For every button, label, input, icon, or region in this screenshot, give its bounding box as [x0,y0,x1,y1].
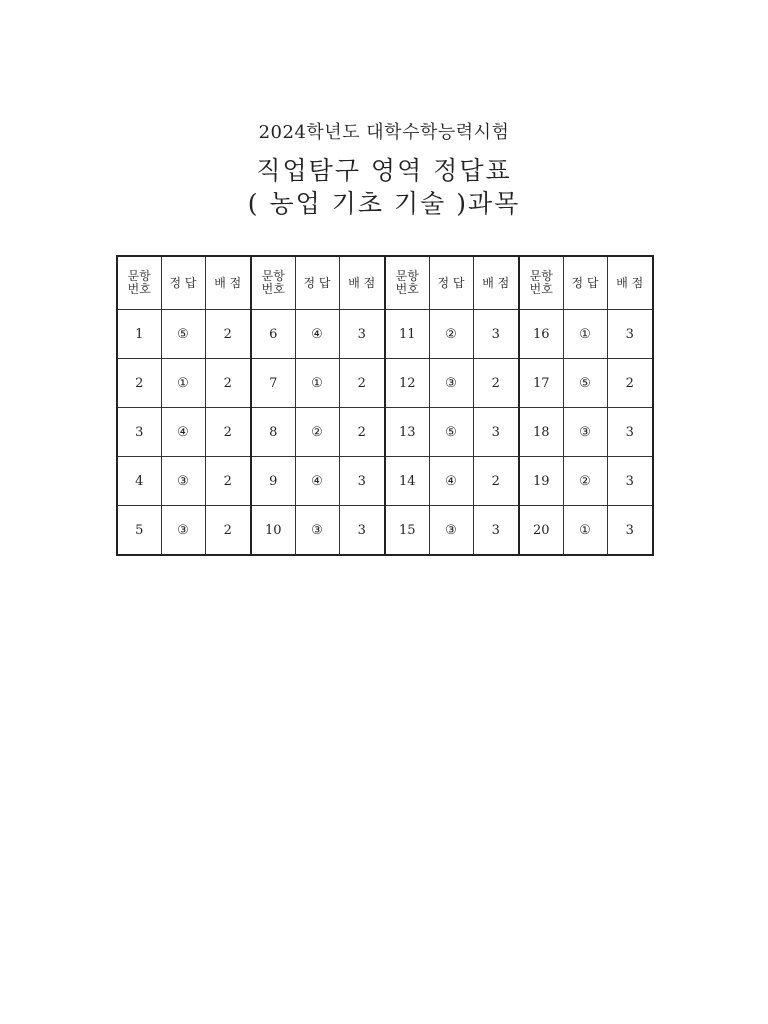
answer-value: ① [563,506,607,556]
header-answer: 정 답 [429,256,473,310]
points-value: 2 [205,310,251,359]
question-number: 12 [385,359,429,408]
question-number: 9 [251,457,295,506]
answer-value: ③ [161,457,205,506]
header-question-number: 문항 번호 [251,256,295,310]
question-number: 8 [251,408,295,457]
points-value: 3 [607,457,653,506]
exam-year-title: 2024학년도 대학수학능력시험 [258,122,510,143]
table-row [117,457,653,506]
points-value: 3 [607,408,653,457]
answer-value: ② [295,408,339,457]
answer-value: ③ [563,408,607,457]
answer-value: ④ [295,310,339,359]
header-question-number: 문항 번호 [117,256,161,310]
question-number: 18 [519,408,563,457]
question-number: 17 [519,359,563,408]
question-number: 2 [117,359,161,408]
points-value: 2 [205,359,251,408]
table-row [117,310,653,359]
answer-value: ④ [295,457,339,506]
answer-value: ④ [429,457,473,506]
question-number: 6 [251,310,295,359]
answer-value: ① [161,359,205,408]
points-value: 2 [205,457,251,506]
answer-value: ② [429,310,473,359]
header-points: 배 점 [607,256,653,310]
answer-key-table [116,255,654,556]
answer-value: ③ [295,506,339,556]
header-points: 배 점 [339,256,385,310]
points-value: 2 [205,408,251,457]
question-number: 16 [519,310,563,359]
question-number: 13 [385,408,429,457]
question-number: 10 [251,506,295,556]
header-answer: 정 답 [161,256,205,310]
header-question-number: 문항 번호 [519,256,563,310]
answer-value: ⑤ [429,408,473,457]
answer-key-title: 직업탐구 영역 정답표 [256,156,512,185]
table-header-row [117,256,653,310]
question-number: 19 [519,457,563,506]
points-value: 3 [339,506,385,556]
question-number: 14 [385,457,429,506]
table-row [117,359,653,408]
header-answer: 정 답 [295,256,339,310]
answer-value: ① [563,310,607,359]
header-points: 배 점 [473,256,519,310]
question-number: 7 [251,359,295,408]
table-row [117,506,653,556]
answer-value: ② [563,457,607,506]
question-number: 20 [519,506,563,556]
points-value: 2 [473,457,519,506]
header-question-number: 문항 번호 [385,256,429,310]
points-value: 2 [205,506,251,556]
table-row [117,408,653,457]
answer-value: ③ [429,359,473,408]
points-value: 2 [339,359,385,408]
question-number: 11 [385,310,429,359]
header-answer: 정 답 [563,256,607,310]
question-number: 1 [117,310,161,359]
question-number: 3 [117,408,161,457]
answer-value: ⑤ [161,310,205,359]
points-value: 3 [339,310,385,359]
points-value: 3 [473,506,519,556]
points-value: 2 [339,408,385,457]
points-value: 3 [339,457,385,506]
answer-value: ③ [161,506,205,556]
subject-title: ( 농업 기초 기술 )과목 [247,189,521,218]
answer-value: ⑤ [563,359,607,408]
points-value: 3 [607,506,653,556]
points-value: 2 [607,359,653,408]
answer-value: ① [295,359,339,408]
points-value: 3 [473,408,519,457]
question-number: 4 [117,457,161,506]
document-header [0,118,768,220]
header-points: 배 점 [205,256,251,310]
answer-value: ④ [161,408,205,457]
question-number: 5 [117,506,161,556]
points-value: 2 [473,359,519,408]
answer-value: ③ [429,506,473,556]
question-number: 15 [385,506,429,556]
points-value: 3 [607,310,653,359]
points-value: 3 [473,310,519,359]
